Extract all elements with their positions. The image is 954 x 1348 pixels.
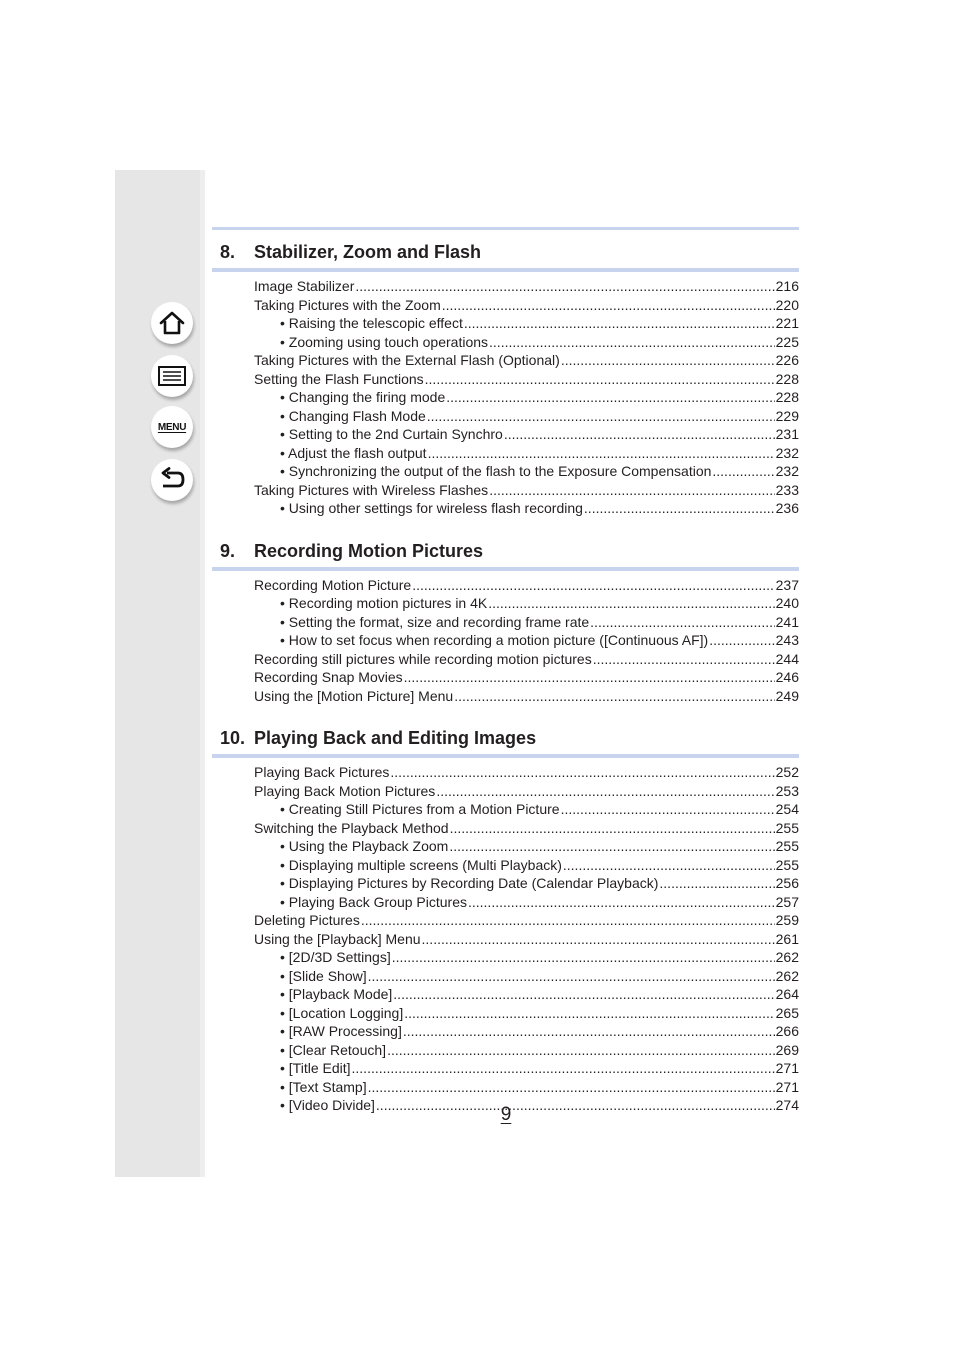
- entry-page-number: 259: [775, 912, 799, 928]
- dot-leader: [393, 985, 774, 1004]
- entry-title: Using the [Playback] Menu: [254, 930, 421, 947]
- entry-page-number: 232: [775, 444, 799, 461]
- entry-page-number: 271: [775, 1060, 799, 1076]
- contents-list-icon: [157, 365, 187, 387]
- dot-leader: [404, 668, 775, 687]
- dot-leader: [403, 1022, 775, 1041]
- dot-leader: [361, 911, 775, 930]
- entry-page-number: 228: [775, 389, 799, 405]
- dot-leader: [427, 407, 775, 426]
- entry-title: • [Clear Retouch]: [280, 1041, 387, 1058]
- dot-leader: [590, 613, 774, 632]
- toc-entry-link[interactable]: [212, 370, 799, 389]
- section-heading: [212, 230, 799, 272]
- section-entries: [212, 272, 799, 529]
- entry-page-number: 255: [775, 856, 799, 873]
- toc-subentry-link[interactable]: [212, 856, 799, 875]
- menu-icon: MENU: [157, 421, 187, 433]
- entry-page-number: 252: [775, 764, 799, 780]
- entry-page-number: 262: [775, 949, 799, 965]
- entry-page-number: 228: [775, 370, 799, 387]
- dot-leader: [390, 763, 774, 782]
- entry-page-number: 231: [775, 426, 799, 442]
- entry-page-number: 244: [775, 650, 799, 667]
- dot-leader: [425, 370, 775, 389]
- toc-subentry-link[interactable]: [212, 1078, 799, 1097]
- toc-entry-link[interactable]: [212, 277, 799, 296]
- entry-title: • Displaying multiple screens (Multi Playback): [280, 856, 562, 873]
- entry-title: • Synchronizing the output of the flash to the Exposure Compensation: [280, 463, 712, 479]
- toc-entry-link[interactable]: [212, 296, 799, 315]
- entry-page-number: 265: [775, 1004, 799, 1021]
- toc-subentry-link[interactable]: [212, 388, 799, 407]
- dot-leader: [450, 819, 775, 838]
- entry-title: • Using other settings for wireless flash recording: [280, 500, 583, 516]
- entry-title: • Recording motion pictures in 4K: [280, 595, 488, 611]
- entry-page-number: 262: [775, 967, 799, 984]
- entry-page-number: 246: [775, 669, 799, 685]
- toc-subentry-link[interactable]: [212, 444, 799, 463]
- toc-subentry-link[interactable]: [212, 499, 799, 518]
- dot-leader: [464, 314, 775, 333]
- entry-page-number: 264: [775, 986, 799, 1002]
- section-entries: [212, 571, 799, 717]
- entry-title: Taking Pictures with Wireless Flashes: [254, 481, 489, 498]
- dot-leader: [709, 631, 774, 650]
- entry-page-number: 240: [775, 595, 799, 611]
- entry-title: Recording Snap Movies: [254, 669, 403, 685]
- dot-leader: [488, 594, 774, 613]
- entry-title: • Creating Still Pictures from a Motion Picture: [280, 801, 560, 817]
- entry-page-number: 269: [775, 1041, 799, 1058]
- toc-entry-link[interactable]: [212, 782, 799, 801]
- toc-section: [212, 230, 799, 529]
- dot-leader: [454, 687, 774, 706]
- entry-page-number: 255: [775, 819, 799, 836]
- entry-title: • [Slide Show]: [280, 967, 367, 984]
- entry-title: Playing Back Motion Pictures: [254, 782, 436, 799]
- entry-page-number: 221: [775, 315, 799, 331]
- entry-title: • Changing Flash Mode: [280, 407, 426, 424]
- entry-page-number: 220: [775, 296, 799, 313]
- entry-page-number: 232: [775, 463, 799, 479]
- toc-subentry-link[interactable]: [212, 594, 799, 613]
- entry-page-number: 216: [775, 278, 799, 294]
- toc-subentry-link[interactable]: [212, 1004, 799, 1023]
- toc-subentry-link[interactable]: [212, 800, 799, 819]
- dot-leader: [489, 333, 775, 352]
- dot-leader: [561, 800, 775, 819]
- section-title: Stabilizer, Zoom and Flash: [254, 242, 482, 262]
- dot-leader: [468, 893, 775, 912]
- toc-entry-link[interactable]: [212, 576, 799, 595]
- entry-title: Playing Back Pictures: [254, 764, 390, 780]
- toc-subentry-link[interactable]: [212, 837, 799, 856]
- section-title: Recording Motion Pictures: [254, 540, 484, 561]
- toc-entry-link[interactable]: [212, 351, 799, 370]
- toc-entry-link[interactable]: [212, 819, 799, 838]
- section-number: 10.: [220, 728, 246, 748]
- toc-subentry-link[interactable]: [212, 462, 799, 481]
- entry-page-number: 254: [775, 801, 799, 817]
- dot-leader: [659, 874, 774, 893]
- section-heading: [212, 529, 799, 571]
- entry-title: • Adjust the flash output: [280, 444, 427, 461]
- entry-page-number: 257: [775, 893, 799, 910]
- toc-subentry-link[interactable]: [212, 967, 799, 986]
- dot-leader: [489, 481, 774, 500]
- dot-leader: [368, 1078, 775, 1097]
- entry-page-number: 249: [775, 687, 799, 704]
- toc-subentry-link[interactable]: [212, 1022, 799, 1041]
- toc-section: [212, 716, 799, 1126]
- toc-subentry-link[interactable]: [212, 631, 799, 650]
- dot-leader: [593, 650, 775, 669]
- toc-subentry-link[interactable]: [212, 1041, 799, 1060]
- dot-leader: [584, 499, 775, 518]
- entry-title: • [Text Stamp]: [280, 1078, 367, 1095]
- entry-title: Using the [Motion Picture] Menu: [254, 687, 454, 704]
- dot-leader: [504, 425, 775, 444]
- entry-title: Image Stabilizer: [254, 278, 355, 294]
- entry-title: • How to set focus when recording a motion picture ([Continuous AF]): [280, 632, 709, 648]
- toc-entry-link[interactable]: [212, 668, 799, 687]
- toc-entry-link[interactable]: [212, 911, 799, 930]
- menu-button[interactable]: [151, 406, 193, 448]
- entry-title: • [RAW Processing]: [280, 1023, 402, 1039]
- entry-title: • Displaying Pictures by Recording Date (Calendar Playback): [280, 875, 659, 891]
- section-heading: [212, 716, 799, 758]
- entry-page-number: 237: [775, 576, 799, 593]
- entry-title: • Changing the firing mode: [280, 389, 446, 405]
- entry-title: • Using the Playback Zoom: [280, 838, 449, 854]
- section-number: 9.: [220, 540, 236, 561]
- dot-leader: [387, 1041, 775, 1060]
- entry-title: • [Title Edit]: [280, 1060, 351, 1076]
- dot-leader: [376, 1096, 775, 1115]
- dot-leader: [412, 576, 774, 595]
- dot-leader: [428, 444, 775, 463]
- entry-title: • Setting the format, size and recording frame rate: [280, 613, 590, 630]
- toc-entry-link[interactable]: [212, 650, 799, 669]
- toc-subentry-link[interactable]: [212, 1059, 799, 1078]
- toc-entry-link[interactable]: [212, 687, 799, 706]
- toc-subentry-link[interactable]: [212, 613, 799, 632]
- entry-page-number: 256: [775, 875, 799, 891]
- table-of-contents: [212, 227, 799, 1126]
- contents-button[interactable]: [151, 355, 193, 397]
- entry-title: Taking Pictures with the External Flash (Optional): [254, 352, 560, 368]
- toc-section: [212, 529, 799, 717]
- entry-page-number: 261: [775, 930, 799, 947]
- section-entries: [212, 758, 799, 1126]
- dot-leader: [404, 1004, 774, 1023]
- dot-leader: [561, 351, 775, 370]
- dot-leader: [563, 856, 775, 875]
- entry-page-number: 236: [775, 500, 799, 516]
- toc-subentry-link[interactable]: [212, 333, 799, 352]
- entry-page-number: 253: [775, 782, 799, 799]
- toc-entry-link[interactable]: [212, 930, 799, 949]
- page-number: 9: [500, 1104, 512, 1125]
- entry-title: • Zooming using touch operations: [280, 333, 489, 350]
- dot-leader: [442, 296, 775, 315]
- entry-title: • [Location Logging]: [280, 1004, 404, 1021]
- dot-leader: [355, 277, 774, 296]
- dot-leader: [436, 782, 774, 801]
- entry-title: Switching the Playback Method: [254, 819, 449, 836]
- dot-leader: [392, 948, 775, 967]
- entry-title: • [Video Divide]: [280, 1097, 375, 1113]
- toc-entry-link[interactable]: [212, 481, 799, 500]
- entry-page-number: 241: [775, 613, 799, 630]
- toc-subentry-link[interactable]: [212, 985, 799, 1004]
- section-title: Playing Back and Editing Images: [254, 728, 537, 748]
- entry-page-number: 233: [775, 481, 799, 498]
- entry-title: • Raising the telescopic effect: [280, 315, 463, 331]
- back-button[interactable]: [151, 459, 193, 501]
- entry-page-number: 229: [775, 407, 799, 424]
- entry-page-number: 266: [775, 1023, 799, 1039]
- entry-title: • Playing Back Group Pictures: [280, 893, 467, 910]
- entry-title: Taking Pictures with the Zoom: [254, 296, 441, 313]
- home-icon: [158, 310, 186, 336]
- dot-leader: [712, 462, 774, 481]
- entry-title: • [2D/3D Settings]: [280, 949, 391, 965]
- entry-page-number: 225: [775, 333, 799, 350]
- dot-leader: [446, 388, 774, 407]
- toc-subentry-link[interactable]: [212, 874, 799, 893]
- dot-leader: [422, 930, 775, 949]
- dot-leader: [449, 837, 774, 856]
- back-arrow-icon: [158, 467, 186, 493]
- home-button[interactable]: [151, 302, 193, 344]
- entry-page-number: 255: [775, 838, 799, 854]
- entry-title: Recording Motion Picture: [254, 576, 412, 593]
- toc-subentry-link[interactable]: [212, 948, 799, 967]
- entry-page-number: 271: [775, 1078, 799, 1095]
- toc-entry-link[interactable]: [212, 763, 799, 782]
- entry-page-number: 226: [775, 352, 799, 368]
- entry-page-number: 243: [775, 632, 799, 648]
- entry-title: Recording still pictures while recording motion pictures: [254, 650, 592, 667]
- entry-title: • Setting to the 2nd Curtain Synchro: [280, 426, 503, 442]
- toc-subentry-link[interactable]: [212, 407, 799, 426]
- entry-title: Deleting Pictures: [254, 912, 360, 928]
- toc-subentry-link[interactable]: [212, 425, 799, 444]
- sidebar-edge: [200, 170, 205, 1177]
- toc-subentry-link[interactable]: [212, 314, 799, 333]
- toc-subentry-link[interactable]: [212, 893, 799, 912]
- section-number: 8.: [220, 242, 236, 262]
- entry-page-number: 274: [775, 1097, 799, 1113]
- dot-leader: [352, 1059, 775, 1078]
- entry-title: • [Playback Mode]: [280, 986, 393, 1002]
- dot-leader: [368, 967, 775, 986]
- entry-title: Setting the Flash Functions: [254, 370, 424, 387]
